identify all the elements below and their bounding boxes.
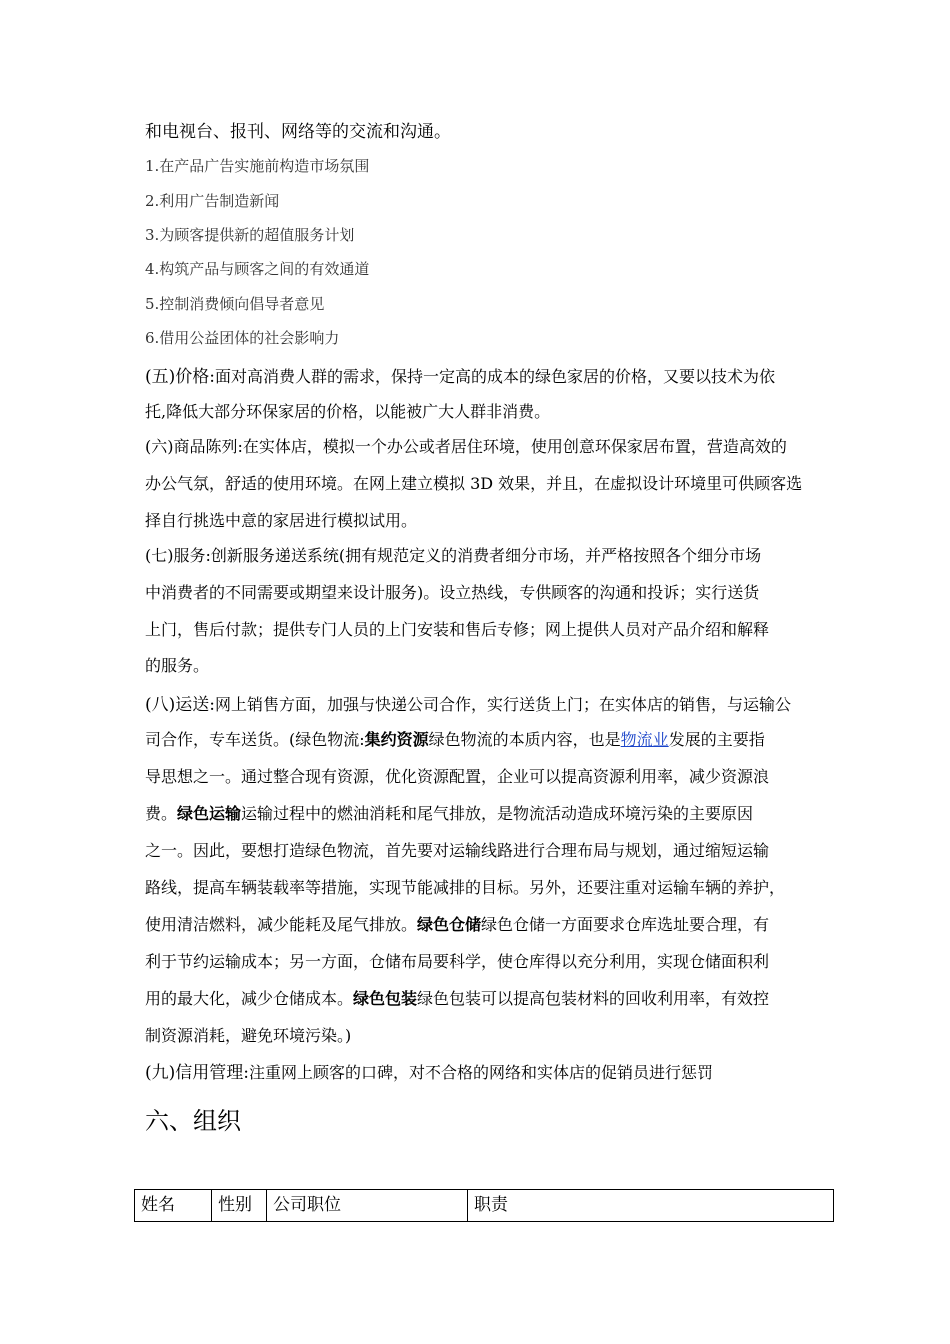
price-line: 托,降低大部分环保家居的价格，以能被广大人群非消费。	[145, 402, 551, 421]
transport-line: 利于节约运输成本；另一方面，仓储布局要科学，使仓库得以充分利用，实现仓储面积利	[145, 952, 770, 971]
list-item: 5.控制消费倾向倡导者意见	[145, 295, 325, 313]
logistics-industry-link[interactable]: 物流业	[620, 730, 669, 749]
display-label: (六)商品陈列:	[145, 437, 243, 456]
transport-line: 制资源消耗，避免环境污染。)	[145, 1026, 352, 1045]
keyword-green-transport: 绿色运输	[177, 804, 242, 823]
transport-line: 路线，提高车辆装载率等措施，实现节能减排的目标。另外，还要注重对运输车辆的养护，	[145, 878, 786, 897]
list-item: 4.构筑产品与顾客之间的有效通道	[145, 260, 370, 278]
header-duties: 职责	[468, 1190, 834, 1222]
credit-paragraph: (九)信用管理:注重网上顾客的口碑，对不合格的网络和实体店的促销员进行惩罚	[145, 1063, 714, 1083]
section-heading: 六、组织	[145, 1107, 241, 1135]
organization-table	[134, 1189, 834, 1222]
display-line: 办公气氛，舒适的使用环境。在网上建立模拟 3D 效果，并且，在虚拟设计环境里可供顾客选	[145, 474, 803, 493]
transport-line: 导思想之一。通过整合现有资源，优化资源配置，企业可以提高资源利用率，减少资源浪	[145, 767, 770, 786]
transport-label: (八)运送:	[145, 695, 215, 715]
keyword-green-packaging: 绿色包装	[353, 989, 418, 1008]
transport-line: 司合作，专车送货。(绿色物流:集约资源绿色物流的本质内容，也是物流业发展的主要指	[145, 730, 765, 749]
transport-paragraph: (八)运送:网上销售方面，加强与快递公司合作，实行送货上门；在实体店的销售，与运输公	[145, 695, 792, 715]
service-line: 中消费者的不同需要或期望来设计服务)。设立热线，专供顾客的沟通和投诉；实行送货	[145, 583, 760, 602]
header-position: 公司职位	[267, 1190, 468, 1222]
service-paragraph: (七)服务:创新服务递送系统(拥有规范定义的消费者细分市场，并严格按照各个细分市场	[145, 546, 762, 565]
intro-text: 和电视台、报刊、网络等的交流和沟通。	[145, 122, 451, 142]
price-paragraph: (五)价格:面对高消费人群的需求，保持一定高的成本的绿色家居的价格，又要以技术为依	[145, 367, 776, 387]
header-gender: 性别	[212, 1190, 267, 1222]
keyword-green-storage: 绿色仓储	[417, 915, 482, 934]
transport-line: 之一。因此，要想打造绿色物流，首先要对运输线路进行合理布局与规划，通过缩短运输	[145, 841, 770, 860]
price-label: (五)价格:	[145, 367, 215, 387]
keyword-intensive-resources: 集约资源	[364, 730, 429, 749]
list-item: 6.借用公益团体的社会影响力	[145, 329, 340, 347]
list-item: 2.利用广告制造新闻	[145, 192, 280, 210]
list-item: 3.为顾客提供新的超值服务计划	[145, 226, 355, 244]
transport-line: 使用清洁燃料，减少能耗及尾气排放。绿色仓储绿色仓储一方面要求仓库选址要合理，有	[145, 915, 770, 934]
service-label: (七)服务:	[145, 546, 211, 565]
list-item: 1.在产品广告实施前构造市场氛围	[145, 157, 370, 175]
table-header-row	[135, 1190, 834, 1222]
service-line: 上门，售后付款；提供专门人员的上门安装和售后专修；网上提供人员对产品介绍和解释	[145, 620, 770, 639]
credit-label: (九)信用管理:	[145, 1063, 249, 1083]
service-line: 的服务。	[145, 656, 210, 675]
display-paragraph: (六)商品陈列:在实体店，模拟一个办公或者居住环境，使用创意环保家居布置，营造高效的	[145, 437, 787, 456]
header-name: 姓名	[135, 1190, 212, 1222]
transport-line: 费。绿色运输运输过程中的燃油消耗和尾气排放，是物流活动造成环境污染的主要原因	[145, 804, 754, 823]
display-line: 择自行挑选中意的家居进行模拟试用。	[145, 511, 418, 530]
transport-line: 用的最大化，减少仓储成本。绿色包装绿色包装可以提高包装材料的回收利用率，有效控	[145, 989, 770, 1008]
